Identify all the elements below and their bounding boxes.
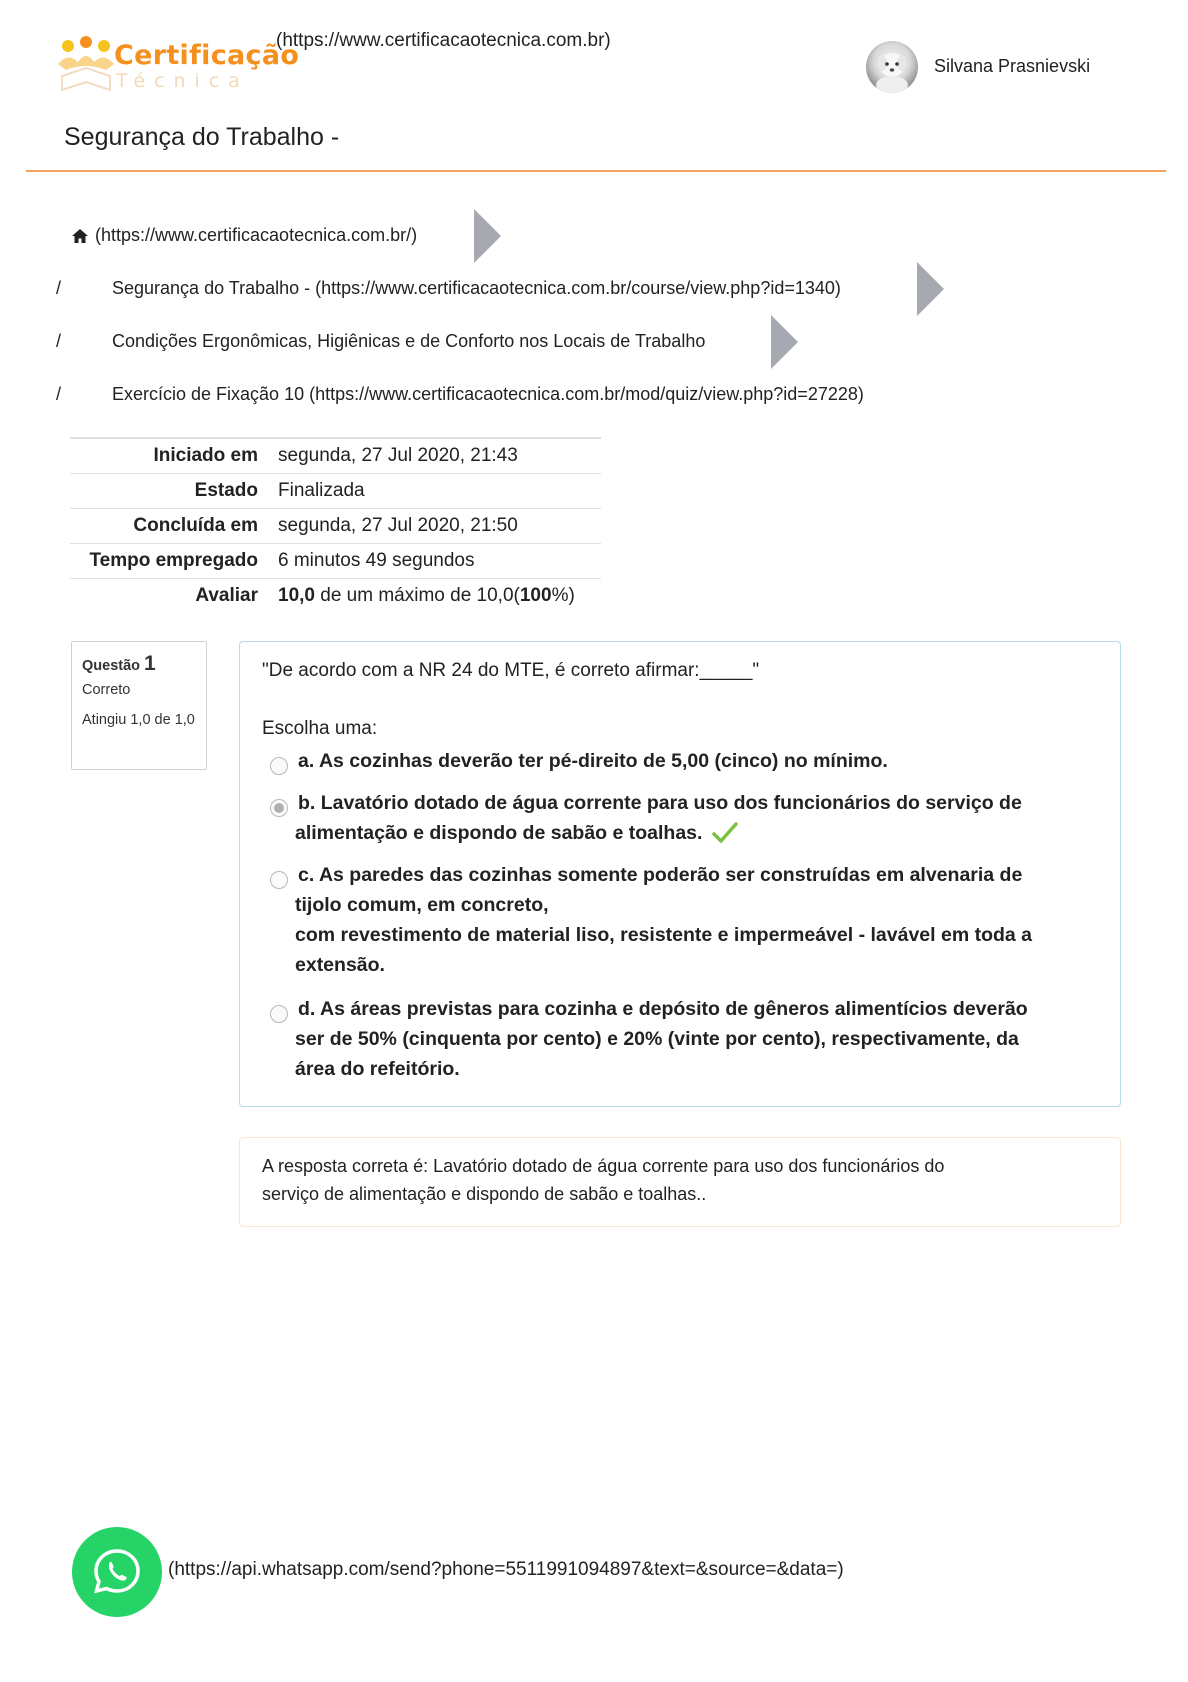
option-b-line: b. Lavatório dotado de água corrente para uso dos funcionários do serviço de: [298, 792, 1022, 814]
option-b-line-text: alimentação e dispondo de sabão e toalhas.: [295, 822, 703, 844]
feedback-line: serviço de alimentação e dispondo de sabão e toalhas..: [262, 1184, 707, 1204]
attempt-summary-table: [70, 437, 601, 613]
answer-option-d[interactable]: [240, 994, 1120, 1086]
option-b-text: [295, 788, 1098, 848]
breadcrumb-course-link[interactable]: Segurança do Trabalho - (https://www.certificacaotecnica.com.br/course/view.php?id=1340): [112, 278, 841, 298]
grade-middle: de um máximo de 10,0(: [314, 585, 520, 606]
question-label: Questão: [82, 658, 141, 674]
option-c-line: com revestimento de material liso, resistente e impermeável - lavável em toda a: [295, 924, 1033, 946]
answer-prompt: Escolha uma:: [262, 718, 378, 739]
grade-label: Avaliar: [70, 579, 278, 614]
answer-option-c[interactable]: [240, 860, 1120, 982]
question-status: Correto: [82, 682, 131, 698]
summary-row: [70, 544, 601, 579]
option-d-text: [295, 994, 1098, 1084]
question-mark: Atingiu 1,0 de 1,0: [82, 712, 195, 728]
summary-label: Tempo empregado: [70, 544, 278, 579]
question-number-value: 1: [144, 652, 156, 675]
logo-subtitle: Técnica: [116, 70, 249, 92]
summary-row: [70, 509, 601, 544]
whatsapp-link[interactable]: (https://api.whatsapp.com/send?phone=5511991094897&text=&source=&data=): [168, 1559, 844, 1580]
summary-value: segunda, 27 Jul 2020, 21:50: [278, 509, 601, 544]
grade-end: %): [551, 585, 575, 606]
user-name[interactable]: Silvana Prasnievski: [934, 56, 1091, 76]
radio-d[interactable]: [270, 1005, 288, 1023]
grade-percent: 100: [519, 585, 552, 606]
summary-value: Finalizada: [278, 474, 601, 509]
question-text: "De acordo com a NR 24 do MTE, é correto afirmar:_____": [262, 660, 760, 681]
logo-people-icon: [56, 36, 116, 94]
radio-c[interactable]: [270, 871, 288, 889]
header-divider: [26, 170, 1166, 172]
option-d-line: ser de 50% (cinquenta por cento) e 20% (vinte por cento), respectivamente, da: [295, 1028, 1019, 1050]
option-a-line: a. As cozinhas deverão ter pé-direito de 5,00 (cinco) no mínimo.: [298, 750, 888, 772]
breadcrumb-arrow-icon: [771, 315, 798, 369]
answer-option-b[interactable]: [240, 788, 1120, 852]
breadcrumb-separator: /: [56, 384, 62, 404]
option-c-line: c. As paredes das cozinhas somente poderão ser construídas em alvenaria de: [298, 864, 1023, 886]
summary-label: Estado: [70, 474, 278, 509]
whatsapp-icon: [72, 1527, 162, 1617]
breadcrumb-separator: /: [56, 331, 62, 351]
breadcrumb-section-link[interactable]: Condições Ergonômicas, Higiênicas e de Conforto nos Locais de Trabalho: [112, 331, 706, 351]
grade-score: 10,0: [278, 585, 315, 606]
breadcrumb-home-link[interactable]: (https://www.certificacaotecnica.com.br/): [95, 225, 418, 245]
answer-option-a[interactable]: [240, 746, 1120, 780]
option-c-text: [295, 860, 1098, 980]
breadcrumb-separator: /: [56, 278, 62, 298]
summary-label: Concluída em: [70, 509, 278, 544]
breadcrumb-quiz-link[interactable]: Exercício de Fixação 10 (https://www.certificacaotecnica.com.br/mod/quiz/view.php?id=27228): [112, 384, 864, 404]
site-link[interactable]: (https://www.certificacaotecnica.com.br): [276, 30, 611, 51]
summary-value: segunda, 27 Jul 2020, 21:43: [278, 438, 601, 474]
correct-check-icon: [712, 822, 738, 844]
breadcrumb-arrow-icon: [474, 209, 501, 263]
user-avatar-icon: [866, 41, 918, 93]
home-icon: [71, 228, 89, 244]
summary-row: [70, 438, 601, 474]
option-c-line: tijolo comum, em concreto,: [295, 894, 549, 916]
option-d-line: área do refeitório.: [295, 1058, 460, 1080]
question-content: [239, 641, 1121, 1107]
correct-answer-feedback: [239, 1137, 1121, 1227]
feedback-line: A resposta correta é: Lavatório dotado de água corrente para uso dos funcionários do: [262, 1156, 945, 1176]
breadcrumb-arrow-icon: [917, 262, 944, 316]
whatsapp-button[interactable]: [72, 1527, 162, 1617]
question-number: [82, 652, 196, 676]
option-a-text: [298, 746, 1098, 776]
summary-value: 6 minutos 49 segundos: [278, 544, 601, 579]
grade-value: [278, 579, 601, 614]
summary-row-grade: [70, 579, 601, 614]
page-title: Segurança do Trabalho -: [64, 123, 340, 151]
option-c-line: extensão.: [295, 954, 385, 976]
avatar[interactable]: [866, 41, 918, 93]
radio-b-selected[interactable]: [270, 799, 288, 817]
summary-label: Iniciado em: [70, 438, 278, 474]
radio-a[interactable]: [270, 757, 288, 775]
question-info: [71, 641, 207, 770]
option-d-line: d. As áreas previstas para cozinha e depósito de gêneros alimentícios deverão: [298, 998, 1028, 1020]
summary-row: [70, 474, 601, 509]
option-b-line: [295, 818, 1098, 848]
logo-wordmark: Certificação: [114, 40, 300, 71]
